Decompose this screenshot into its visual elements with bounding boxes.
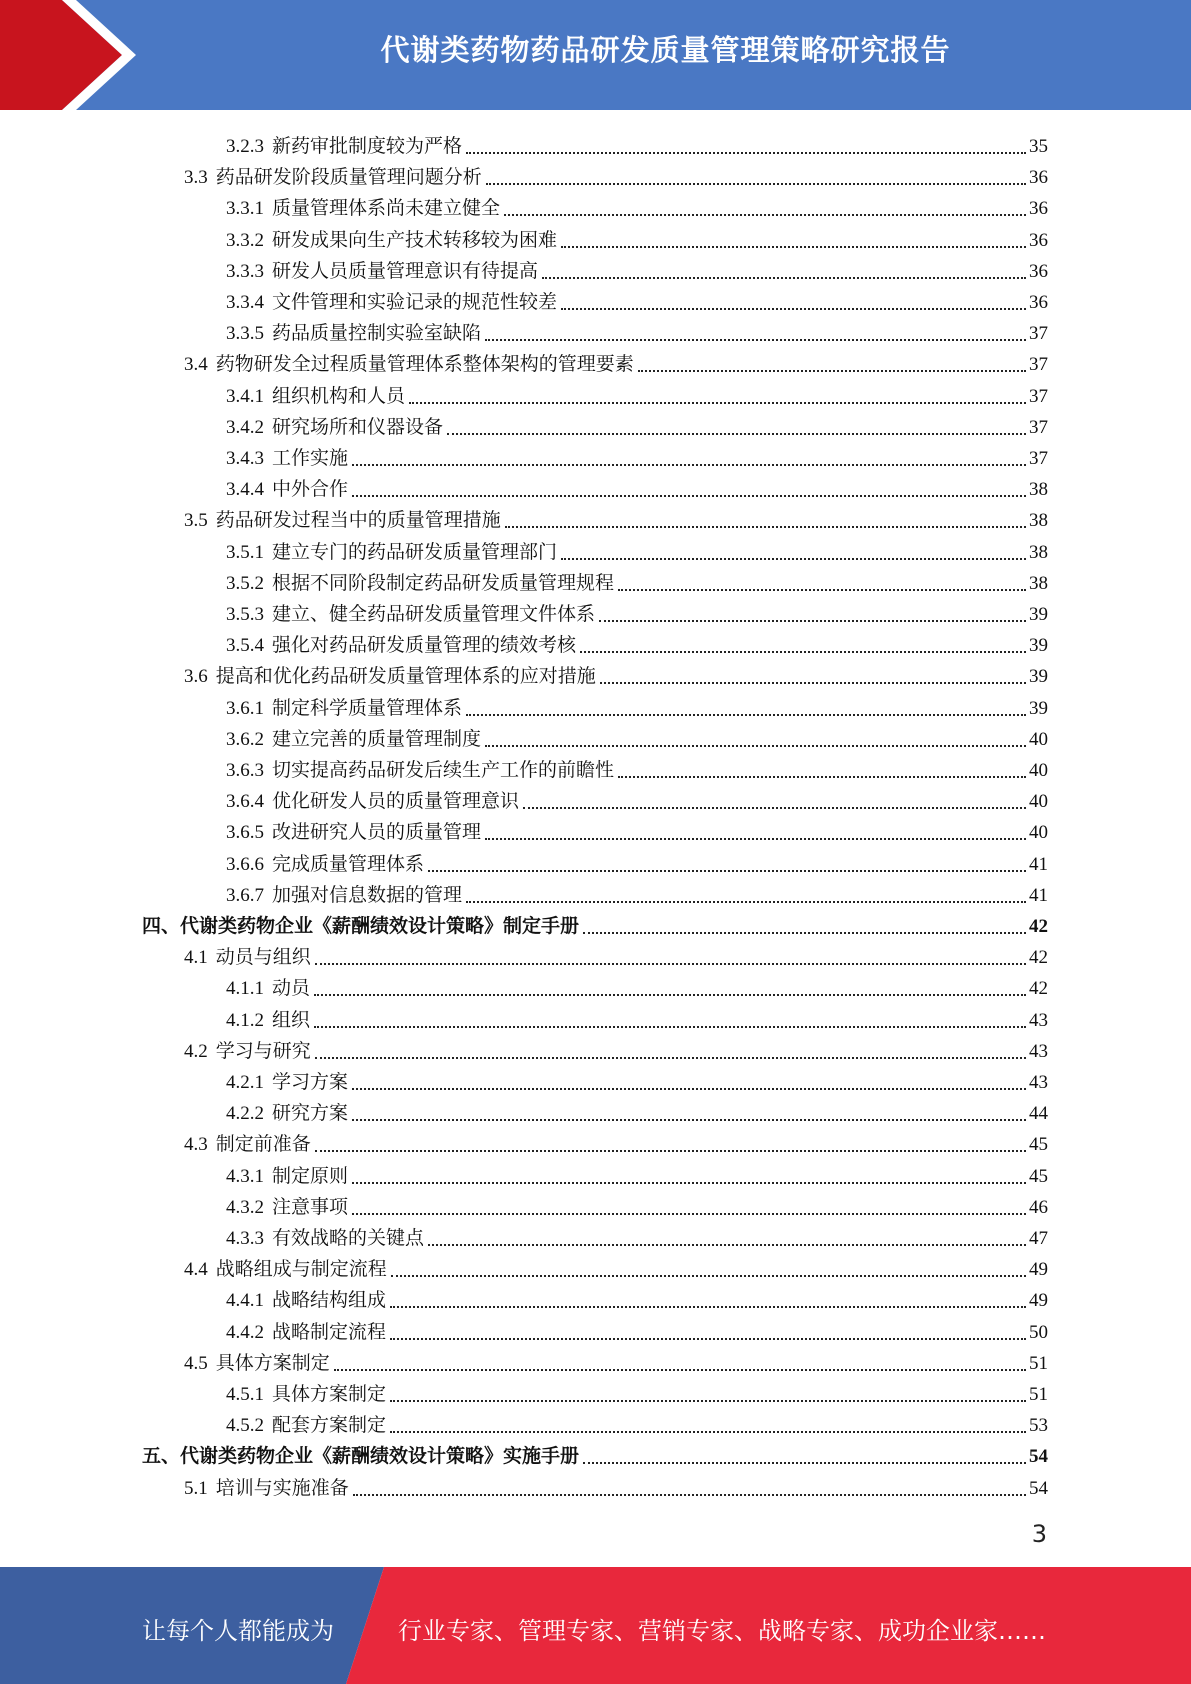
toc-entry-label: 强化对药品研发质量管理的绩效考核 — [272, 635, 577, 657]
toc-dot-leader — [485, 838, 1026, 840]
toc-entry[interactable] — [184, 502, 1048, 533]
footer-slogan-right: 行业专家、管理专家、营销专家、战略专家、成功企业家…… — [398, 1617, 1046, 1645]
toc-entry-number: 3.6 — [184, 666, 208, 688]
toc-entry-label: 建立、健全药品研发质量管理文件体系 — [272, 604, 596, 625]
toc-entry-number: 3.6.1 — [226, 697, 264, 719]
toc-entry-number: 4.1.2 — [226, 1009, 264, 1031]
toc-entry-number: 3.4.2 — [226, 416, 264, 438]
toc-entry-page: 36 — [1029, 198, 1048, 220]
toc-entry-number: 4.4.2 — [226, 1321, 264, 1343]
toc-dot-leader — [352, 464, 1026, 466]
toc-entry-number: 4.4.1 — [226, 1290, 264, 1312]
toc-entry[interactable] — [226, 1002, 1048, 1033]
toc-entry-page: 45 — [1029, 1134, 1048, 1156]
toc-entry-label: 优化研发人员的质量管理意识 — [272, 791, 520, 813]
toc-dot-leader — [390, 1338, 1026, 1340]
toc-entry[interactable] — [184, 346, 1048, 377]
toc-entry[interactable] — [184, 1251, 1048, 1282]
toc-entry-label: 切实提高药品研发后续生产工作的前瞻性 — [272, 760, 615, 781]
toc-entry[interactable] — [226, 190, 1048, 221]
toc-dot-leader — [561, 246, 1026, 248]
toc-dot-leader — [583, 1462, 1026, 1464]
toc-entry-label: 组织机构和人员 — [272, 385, 406, 407]
toc-entry[interactable] — [226, 814, 1048, 845]
toc-entry-label: 战略组成与制定流程 — [215, 1259, 387, 1281]
toc-entry-label: 配套方案制定 — [272, 1415, 387, 1437]
toc-entry-label: 四、代谢类药物企业《薪酬绩效设计策略》制定手册 — [142, 916, 580, 937]
toc-entry-page: 41 — [1029, 884, 1048, 906]
document-title: 代谢类药物药品研发质量管理策略研究报告 — [380, 33, 951, 67]
toc-entry-label: 学习与研究 — [215, 1040, 311, 1062]
toc-entry-number: 3.5.2 — [226, 572, 264, 594]
toc-entry[interactable] — [226, 1282, 1048, 1313]
page-header — [0, 0, 1191, 110]
toc-dot-leader — [523, 807, 1026, 809]
toc-entry-page: 37 — [1029, 385, 1048, 407]
toc-entry[interactable] — [226, 284, 1048, 315]
toc-entry-number: 3.6.6 — [226, 853, 264, 875]
toc-entry-page: 35 — [1029, 136, 1048, 157]
toc-entry-label: 具体方案制定 — [272, 1384, 387, 1405]
toc-dot-leader — [600, 682, 1026, 684]
page-number: 3 — [1031, 1520, 1047, 1548]
toc-dot-leader — [428, 870, 1026, 872]
toc-entry-number: 5.1 — [184, 1477, 208, 1499]
toc-entry-label: 药品研发过程当中的质量管理措施 — [215, 510, 501, 532]
toc-entry[interactable] — [226, 222, 1048, 253]
toc-entry-number: 3.5 — [184, 510, 208, 532]
toc-entry-number: 3.4.4 — [226, 479, 264, 501]
toc-dot-leader — [390, 1431, 1026, 1433]
toc-entry[interactable] — [226, 409, 1048, 440]
toc-entry-page: 40 — [1029, 822, 1048, 844]
toc-entry[interactable] — [226, 440, 1048, 471]
toc-entry-page: 37 — [1029, 448, 1048, 469]
toc-entry-number: 3.3.4 — [226, 292, 264, 313]
toc-dot-leader — [618, 776, 1026, 778]
toc-dot-leader — [391, 1275, 1026, 1277]
toc-dot-leader — [618, 589, 1026, 591]
toc-entry-number: 3.3.1 — [226, 198, 264, 220]
toc-entry-label: 药物研发全过程质量管理体系整体架构的管理要素 — [215, 354, 634, 376]
toc-entry-number: 3.3.3 — [226, 260, 264, 282]
toc-dot-leader — [353, 1494, 1026, 1496]
toc-entry-label: 质量管理体系尚未建立健全 — [272, 198, 501, 220]
toc-entry-page: 51 — [1029, 1384, 1048, 1405]
toc-entry-number: 4.3.2 — [226, 1196, 264, 1218]
toc-entry-label: 建立专门的药品研发质量管理部门 — [272, 541, 558, 563]
toc-entry-label: 研究方案 — [272, 1103, 349, 1125]
toc-dot-leader — [561, 308, 1026, 310]
toc-dot-leader — [542, 277, 1026, 279]
toc-entry[interactable] — [226, 690, 1048, 721]
toc-dot-leader — [485, 339, 1026, 341]
toc-entry[interactable] — [226, 253, 1048, 284]
toc-dot-leader — [504, 214, 1026, 216]
toc-entry[interactable] — [226, 877, 1048, 908]
toc-entry-label: 工作实施 — [272, 448, 349, 469]
toc-entry-number: 3.3.5 — [226, 323, 264, 345]
toc-entry-page: 36 — [1029, 229, 1048, 251]
toc-entry-number: 3.6.3 — [226, 760, 264, 781]
toc-dot-leader — [352, 1088, 1026, 1090]
toc-entry-page: 42 — [1029, 978, 1048, 1000]
toc-entry-label: 战略制定流程 — [272, 1321, 387, 1343]
toc-dot-leader — [485, 745, 1026, 747]
toc-dot-leader — [466, 714, 1026, 716]
toc-entry[interactable] — [184, 1470, 1048, 1501]
toc-entry-number: 4.2.2 — [226, 1103, 264, 1125]
toc-entry-page: 43 — [1029, 1009, 1048, 1031]
toc-entry-number: 3.4 — [184, 354, 208, 376]
toc-dot-leader — [447, 433, 1026, 435]
toc-entry[interactable] — [226, 471, 1048, 502]
toc-dot-leader — [352, 1213, 1026, 1215]
toc-entry-number: 3.6.2 — [226, 728, 264, 750]
toc-entry-page: 49 — [1029, 1290, 1048, 1312]
toc-entry-label: 注意事项 — [272, 1196, 349, 1218]
toc-entry-page: 50 — [1029, 1321, 1048, 1343]
toc-entry-number: 3.5.3 — [226, 604, 264, 625]
toc-entry-page: 36 — [1029, 292, 1048, 313]
toc-entry[interactable] — [226, 1064, 1048, 1095]
toc-entry-page: 37 — [1029, 354, 1048, 376]
toc-entry-number: 3.6.5 — [226, 822, 264, 844]
toc-entry[interactable] — [226, 1158, 1048, 1189]
toc-entry-label: 研发人员质量管理意识有待提高 — [272, 260, 539, 282]
toc-entry-page: 39 — [1029, 604, 1048, 625]
toc-entry-label: 研发成果向生产技术转移较为困难 — [272, 229, 558, 251]
toc-entry[interactable] — [226, 565, 1048, 596]
toc-dot-leader — [466, 152, 1026, 154]
toc-entry-page: 36 — [1029, 167, 1048, 189]
toc-dot-leader — [352, 495, 1026, 497]
toc-entry-label: 文件管理和实验记录的规范性较差 — [272, 292, 558, 313]
toc-dot-leader — [314, 994, 1026, 996]
toc-dot-leader — [638, 370, 1026, 372]
toc-entry-label: 制定科学质量管理体系 — [272, 697, 463, 719]
toc-entry-page: 39 — [1029, 635, 1048, 657]
toc-entry-label: 组织 — [272, 1009, 311, 1031]
toc-entry-number: 3.2.3 — [226, 136, 264, 157]
toc-entry-label: 研究场所和仪器设备 — [272, 416, 444, 438]
toc-entry-label: 根据不同阶段制定药品研发质量管理规程 — [272, 572, 615, 594]
toc-entry-label: 药品质量控制实验室缺陷 — [272, 323, 482, 345]
toc-entry-page: 46 — [1029, 1196, 1048, 1218]
toc-entry-page: 37 — [1029, 323, 1048, 345]
toc-entry[interactable] — [226, 315, 1048, 346]
toc-entry[interactable] — [184, 1345, 1048, 1376]
toc-dot-leader — [390, 1306, 1026, 1308]
toc-entry-page: 45 — [1029, 1165, 1048, 1187]
toc-entry[interactable] — [226, 970, 1048, 1001]
toc-entry[interactable] — [226, 378, 1048, 409]
toc-entry[interactable] — [226, 1220, 1048, 1251]
toc-entry-page: 43 — [1029, 1040, 1048, 1062]
toc-entry-page: 43 — [1029, 1072, 1048, 1093]
toc-dot-leader — [466, 901, 1026, 903]
toc-dot-leader — [580, 651, 1026, 653]
toc-entry[interactable] — [226, 627, 1048, 658]
toc-entry[interactable] — [226, 534, 1048, 565]
toc-entry-number: 4.1 — [184, 947, 208, 969]
toc-entry-page: 37 — [1029, 416, 1048, 438]
toc-entry-label: 培训与实施准备 — [215, 1477, 349, 1499]
toc-entry-number: 4.4 — [184, 1259, 208, 1281]
toc-entry[interactable] — [226, 596, 1048, 627]
toc-entry[interactable] — [184, 159, 1048, 190]
toc-dot-leader — [334, 1369, 1026, 1371]
toc-entry[interactable] — [184, 939, 1048, 970]
toc-dot-leader — [409, 402, 1026, 404]
toc-entry-page: 41 — [1029, 853, 1048, 875]
toc-entry-number: 3.6.4 — [226, 791, 264, 813]
toc-entry-page: 40 — [1029, 728, 1048, 750]
toc-entry-label: 中外合作 — [272, 479, 349, 501]
toc-dot-leader — [561, 558, 1026, 560]
toc-entry-number: 3.4.1 — [226, 385, 264, 407]
toc-entry-label: 建立完善的质量管理制度 — [272, 728, 482, 750]
toc-entry-number: 3.5.1 — [226, 541, 264, 563]
toc-entry-number: 4.3 — [184, 1134, 208, 1156]
toc-entry-number: 3.3 — [184, 167, 208, 189]
toc-entry[interactable] — [226, 846, 1048, 877]
toc-entry-label: 五、代谢类药物企业《薪酬绩效设计策略》实施手册 — [142, 1446, 580, 1468]
toc-dot-leader — [486, 183, 1026, 185]
toc-chapter-entry[interactable] — [142, 908, 1048, 939]
toc-entry[interactable] — [184, 1033, 1048, 1064]
toc-entry-page: 44 — [1029, 1103, 1048, 1125]
page-footer — [0, 1567, 1191, 1684]
toc-entry-number: 4.5.1 — [226, 1384, 264, 1405]
toc-entry[interactable] — [184, 658, 1048, 689]
toc-entry-number: 4.5 — [184, 1352, 208, 1374]
toc-entry-page: 36 — [1029, 260, 1048, 282]
toc-entry-number: 4.1.1 — [226, 978, 264, 1000]
toc-entry-page: 47 — [1029, 1228, 1048, 1249]
toc-entry-number: 4.3.1 — [226, 1165, 264, 1187]
toc-entry-number: 4.2.1 — [226, 1072, 264, 1093]
toc-entry-label: 具体方案制定 — [215, 1352, 330, 1374]
toc-entry-page: 38 — [1029, 479, 1048, 501]
toc-entry-number: 4.5.2 — [226, 1415, 264, 1437]
toc-dot-leader — [314, 1026, 1026, 1028]
toc-entry-label: 药品研发阶段质量管理问题分析 — [215, 167, 482, 189]
toc-entry-label: 制定前准备 — [215, 1134, 311, 1156]
toc-entry-label: 新药审批制度较为严格 — [272, 136, 463, 157]
toc-entry-label: 提高和优化药品研发质量管理体系的应对措施 — [215, 666, 596, 688]
toc-dot-leader — [390, 1400, 1026, 1402]
toc-entry[interactable] — [226, 1376, 1048, 1407]
toc-entry-page: 53 — [1029, 1415, 1048, 1437]
toc-dot-leader — [583, 932, 1026, 934]
toc-entry[interactable] — [226, 752, 1048, 783]
toc-dot-leader — [315, 1057, 1026, 1059]
toc-entry-number: 4.3.3 — [226, 1228, 264, 1249]
toc-entry-page: 38 — [1029, 541, 1048, 563]
toc-entry-number: 3.5.4 — [226, 635, 264, 657]
toc-dot-leader — [315, 1150, 1026, 1152]
toc-entry-page: 42 — [1029, 916, 1048, 937]
chevron-arrow-icon — [0, 0, 160, 110]
toc-entry[interactable] — [226, 1189, 1048, 1220]
toc-entry-page: 38 — [1029, 572, 1048, 594]
footer-slogan-left: 让每个人都能成为 — [142, 1617, 334, 1645]
toc-entry-label: 制定原则 — [272, 1165, 349, 1187]
toc-entry-number: 3.4.3 — [226, 448, 264, 469]
toc-entry-number: 3.3.2 — [226, 229, 264, 251]
toc-dot-leader — [352, 1182, 1026, 1184]
chevron-red-shape — [0, 0, 122, 110]
toc-dot-leader — [505, 526, 1026, 528]
toc-entry[interactable] — [226, 1407, 1048, 1438]
toc-entry-page: 51 — [1029, 1352, 1048, 1374]
toc-entry-label: 完成质量管理体系 — [272, 853, 425, 875]
toc-entry[interactable] — [184, 1126, 1048, 1157]
toc-entry-number: 3.6.7 — [226, 884, 264, 906]
toc-entry[interactable] — [226, 721, 1048, 752]
toc-entry-number: 4.2 — [184, 1040, 208, 1062]
toc-entry[interactable] — [226, 1314, 1048, 1345]
toc-entry-label: 学习方案 — [272, 1072, 349, 1093]
toc-entry-page: 54 — [1029, 1477, 1048, 1499]
toc-entry-page: 54 — [1029, 1446, 1048, 1468]
toc-entry-page: 39 — [1029, 666, 1048, 688]
toc-entry-label: 改进研究人员的质量管理 — [272, 822, 482, 844]
toc-entry-page: 40 — [1029, 791, 1048, 813]
toc-entry-page: 39 — [1029, 697, 1048, 719]
toc-entry[interactable] — [226, 1095, 1048, 1126]
toc-entry-label: 动员与组织 — [215, 947, 311, 969]
toc-chapter-entry[interactable] — [142, 1438, 1048, 1469]
toc-entry-label: 战略结构组成 — [272, 1290, 387, 1312]
toc-entry-label: 有效战略的关键点 — [272, 1228, 425, 1249]
toc-entry[interactable] — [226, 783, 1048, 814]
toc-entry-page: 40 — [1029, 760, 1048, 781]
toc-dot-leader — [428, 1244, 1026, 1246]
toc-dot-leader — [352, 1119, 1026, 1121]
toc-dot-leader — [599, 620, 1026, 622]
toc-entry-page: 49 — [1029, 1259, 1048, 1281]
toc-entry-label: 加强对信息数据的管理 — [272, 884, 463, 906]
toc-entry-page: 38 — [1029, 510, 1048, 532]
toc-entry[interactable] — [226, 128, 1048, 159]
toc-entry-page: 42 — [1029, 947, 1048, 969]
toc-entry-label: 动员 — [272, 978, 311, 1000]
toc-dot-leader — [315, 963, 1026, 965]
